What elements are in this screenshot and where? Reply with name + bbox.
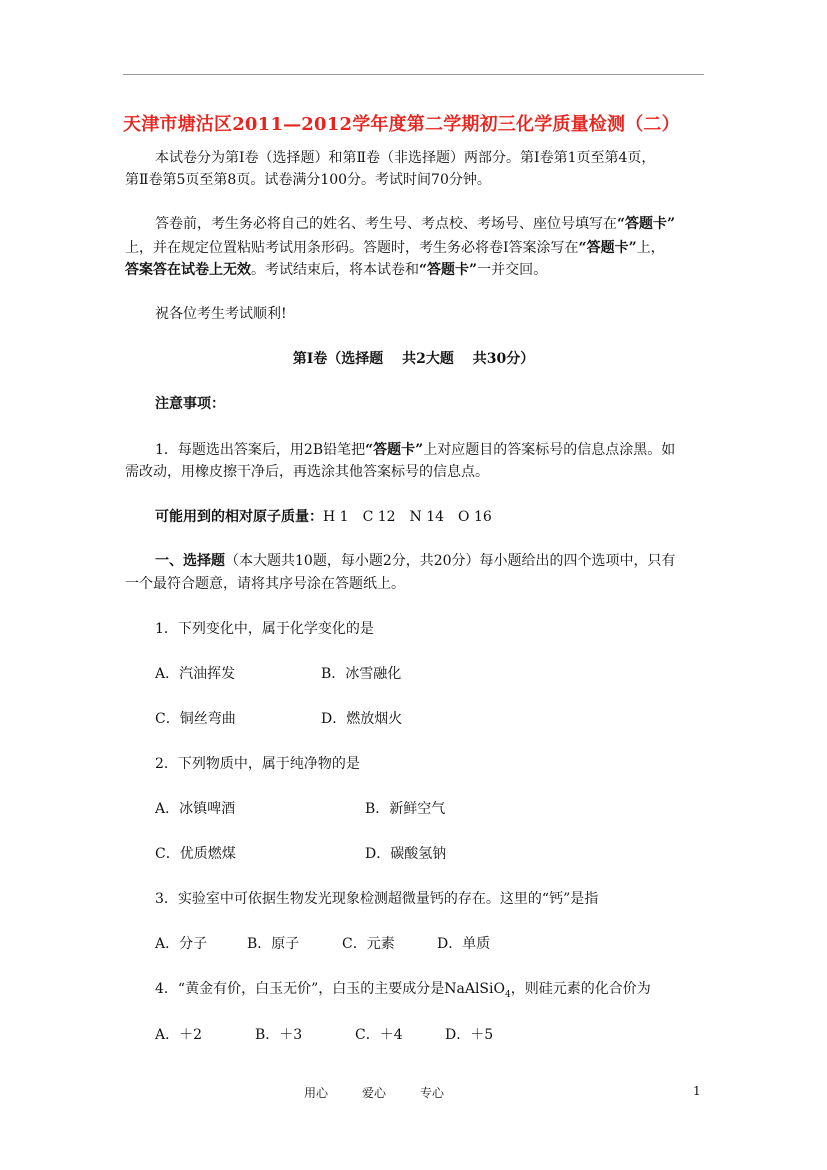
question-1-stem: 1．下列变化中，属于化学变化的是 — [155, 621, 374, 637]
question-4-stem — [155, 979, 651, 1005]
intro-paragraph-1-line-2: 第Ⅱ卷第5页至第8页。试卷满分100分。考试时间70分钟。 — [125, 172, 491, 188]
header-rule — [123, 74, 704, 75]
intro-text: 答卷前，考生务必将自己的姓名、考生号、考点校、考场号、座位号填写在 — [155, 216, 617, 232]
footer-item: 爱心 — [362, 1086, 387, 1100]
question-2-option-a: A．冰镇啤酒 — [155, 801, 236, 817]
question-2-option-c: C．优质燃煤 — [155, 846, 236, 862]
question-4-stem-text: ，则硅元素的化合价为 — [510, 981, 651, 997]
answer-card-term: “答题卡” — [365, 442, 424, 458]
intro-paragraph-2-line-2 — [125, 238, 665, 258]
intro-text: 。考试结束后，将本试卷和 — [251, 262, 419, 278]
question-4-option-d: D．＋5 — [445, 1027, 494, 1043]
answer-card-term: “答题卡” — [419, 262, 478, 278]
answer-card-term: “答题卡” — [578, 240, 637, 256]
question-4-option-a: A．＋2 — [155, 1027, 203, 1043]
question-2-stem: 2．下列物质中，属于纯净物的是 — [155, 756, 360, 772]
question-1-option-d: D．燃放烟火 — [321, 711, 403, 727]
notice-text: 上对应题目的答案标号的信息点涂黑。如 — [423, 442, 676, 458]
invalid-answer-warning: 答案答在试卷上无效 — [125, 262, 251, 278]
atomic-mass-line — [155, 507, 492, 527]
question-4-stem-text: 4．“黄金有价，白玉无价”，白玉的主要成分是 — [155, 981, 445, 997]
formula-text: NaAlSiO — [444, 981, 505, 997]
question-3-option-b: B．原子 — [247, 936, 300, 952]
notice-1-line-2: 需改动，用橡皮擦干净后，再选涂其他答案标号的信息点。 — [125, 464, 489, 480]
part-1-instructions-text: （本大题共10题，每小题2分，共20分）每小题给出的四个选项中，只有 — [225, 553, 676, 569]
question-2-option-b: B．新鲜空气 — [365, 801, 446, 817]
document-title: 天津市塘沽区2011—2012学年度第二学期初三化学质量检测（二） — [123, 114, 680, 135]
good-luck-text: 祝各位考生考试顺利! — [155, 306, 287, 322]
part-1-instructions-line-1 — [155, 551, 676, 571]
page-footer — [304, 1084, 478, 1101]
question-4-option-b: B．＋3 — [255, 1027, 303, 1043]
question-2-option-d: D．碳酸氢钠 — [365, 846, 447, 862]
question-1-option-a: A．汽油挥发 — [155, 666, 236, 682]
atomic-mass-label: 可能用到的相对原子质量： — [155, 509, 323, 525]
atomic-mass-values: H 1 C 12 N 14 O 16 — [323, 509, 492, 525]
intro-paragraph-1-line-1: 本试卷分为第Ⅰ卷（选择题）和第Ⅱ卷（非选择题）两部分。第Ⅰ卷第1页至第4页， — [155, 150, 656, 166]
notice-text: 1．每题选出答案后，用2B铅笔把 — [155, 442, 366, 458]
footer-item: 用心 — [304, 1086, 329, 1100]
question-3-option-c: C．元素 — [342, 936, 395, 952]
answer-card-term: “答题卡” — [617, 216, 676, 232]
intro-text: 上， — [636, 240, 665, 256]
formula-subscript: 4 — [504, 989, 511, 1000]
part-1-instructions-line-2: 一个最符合题意，请将其序号涂在答题纸上。 — [125, 576, 405, 592]
question-1-option-b: B．冰雪融化 — [321, 666, 402, 682]
notice-1-line-1 — [155, 440, 675, 460]
question-3-option-a: A．分子 — [155, 936, 208, 952]
intro-paragraph-2-line-1 — [155, 214, 675, 234]
notice-label: 注意事项： — [155, 396, 225, 412]
section-1-heading: 第Ⅰ卷（选择题 共2大题 共30分） — [292, 351, 535, 367]
question-1-option-c: C．铜丝弯曲 — [155, 711, 236, 727]
chemical-formula — [444, 981, 511, 1000]
intro-text: 上，并在规定位置粘贴考试用条形码。答题时，考生务必将卷Ⅰ答案涂写在 — [125, 240, 579, 256]
question-4-option-c: C．＋4 — [355, 1027, 403, 1043]
intro-text: 一并交回。 — [477, 262, 548, 278]
page-number: 1 — [693, 1084, 701, 1098]
question-3-option-d: D．单质 — [437, 936, 491, 952]
intro-paragraph-2-line-3 — [125, 260, 547, 280]
question-3-stem: 3．实验室中可依据生物发光现象检测超微量钙的存在。这里的“钙”是指 — [155, 891, 599, 907]
part-1-label: 一、选择题 — [155, 553, 225, 569]
footer-item: 专心 — [420, 1086, 445, 1100]
